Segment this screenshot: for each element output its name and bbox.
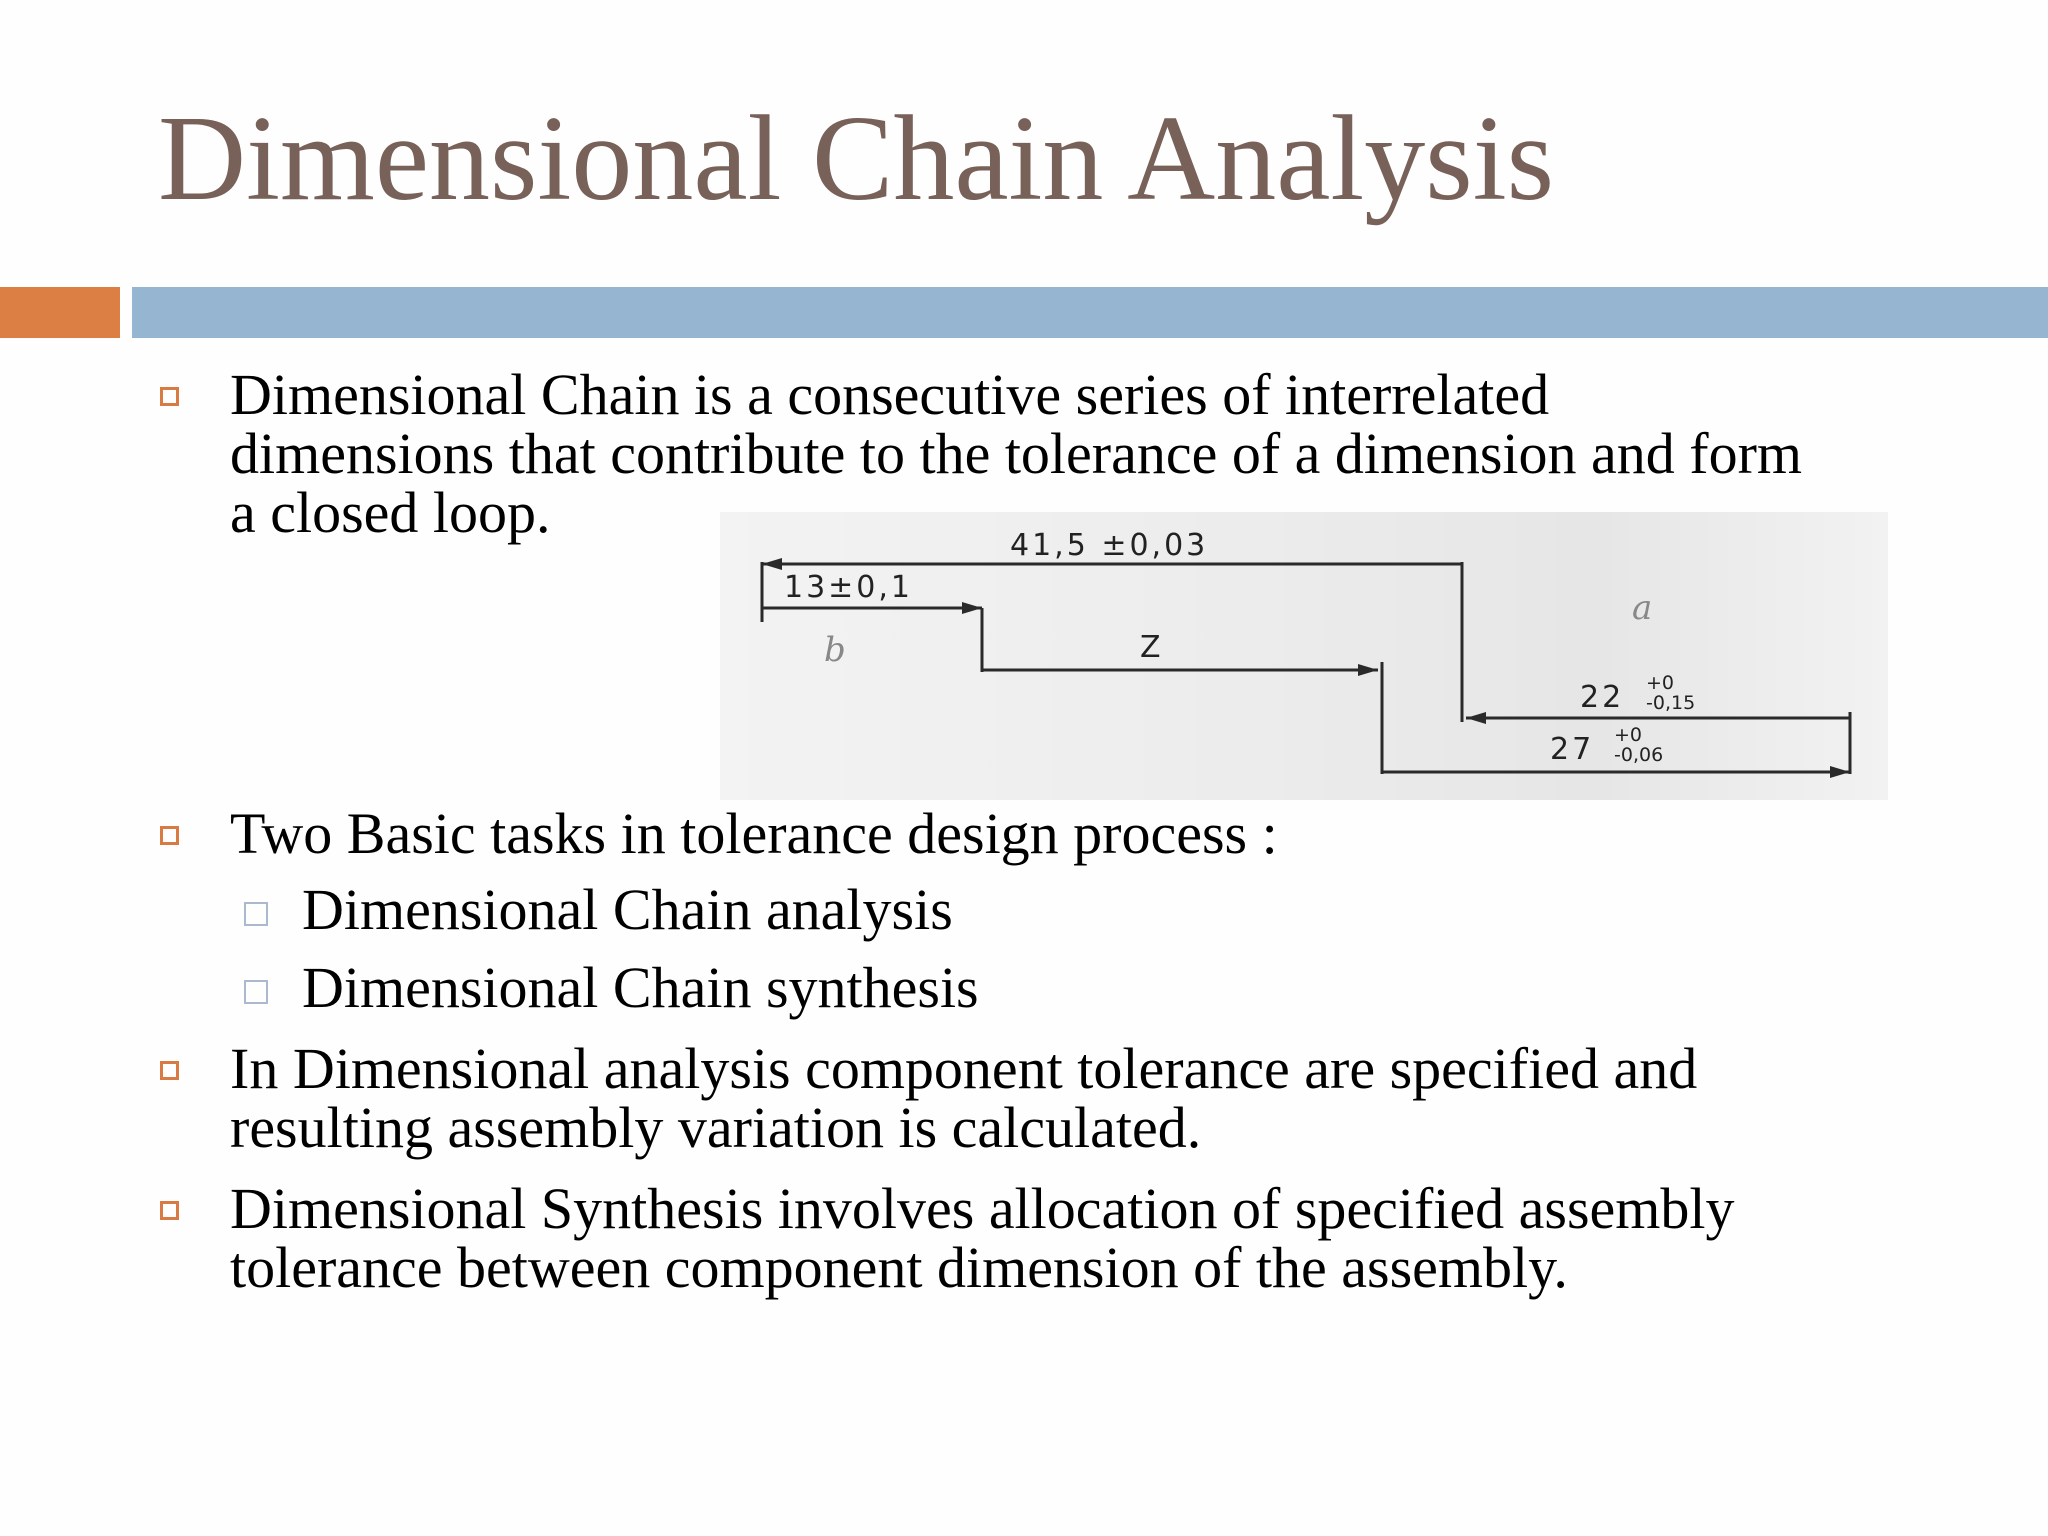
bullet-1-line-1: Dimensional Chain is a consecutive series of interrelated (230, 362, 1550, 427)
dimension-22: 22 (1580, 680, 1625, 715)
dimension-27: 27 (1550, 732, 1595, 767)
bullet-1-line-2: dimensions that contribute to the tolerance of a dimension and form (230, 421, 1803, 486)
bullet-square-icon (160, 387, 179, 406)
dimension-41-5: 41,5 ±0,03 (1010, 528, 1209, 563)
bullet-2-line-1: Two Basic tasks in tolerance design process : (230, 801, 1278, 866)
dimension-lines (720, 512, 1888, 800)
slide-title: Dimensional Chain Analysis (158, 91, 1555, 226)
bullet-3-line-2: resulting assembly variation is calculated. (230, 1095, 1202, 1160)
bullet-4-line-1: Dimensional Synthesis involves allocation of specified assembly (230, 1176, 1735, 1241)
dimension-27-upper-tol: +0 (1614, 724, 1643, 746)
bullet-4-line-2: tolerance between component dimension of the assembly. (230, 1235, 1568, 1300)
dimension-27-lower-tol: -0,06 (1614, 744, 1664, 766)
dimensional-chain-figure (720, 512, 1888, 800)
sub-bullet-square-icon (244, 902, 268, 926)
bullet-square-icon (160, 826, 179, 845)
dimension-22-lower-tol: -0,15 (1646, 692, 1696, 714)
bullet-1-line-3: a closed loop. (230, 480, 551, 545)
label-b: b (824, 630, 846, 670)
sub-bullet-2-text: Dimensional Chain synthesis (302, 955, 979, 1020)
sub-bullet-square-icon (244, 980, 268, 1004)
dimension-22-upper-tol: +0 (1646, 672, 1675, 694)
bullet-square-icon (160, 1201, 179, 1220)
bullet-3-line-1: In Dimensional analysis component tolerance are specified and (230, 1036, 1698, 1101)
accent-bar-blue (132, 287, 2048, 338)
accent-bar-orange (0, 287, 120, 338)
bullet-square-icon (160, 1061, 179, 1080)
label-z: Z (1140, 630, 1164, 665)
dimension-13: 13±0,1 (784, 570, 914, 605)
label-a: a (1632, 588, 1653, 628)
sub-bullet-1-text: Dimensional Chain analysis (302, 877, 953, 942)
